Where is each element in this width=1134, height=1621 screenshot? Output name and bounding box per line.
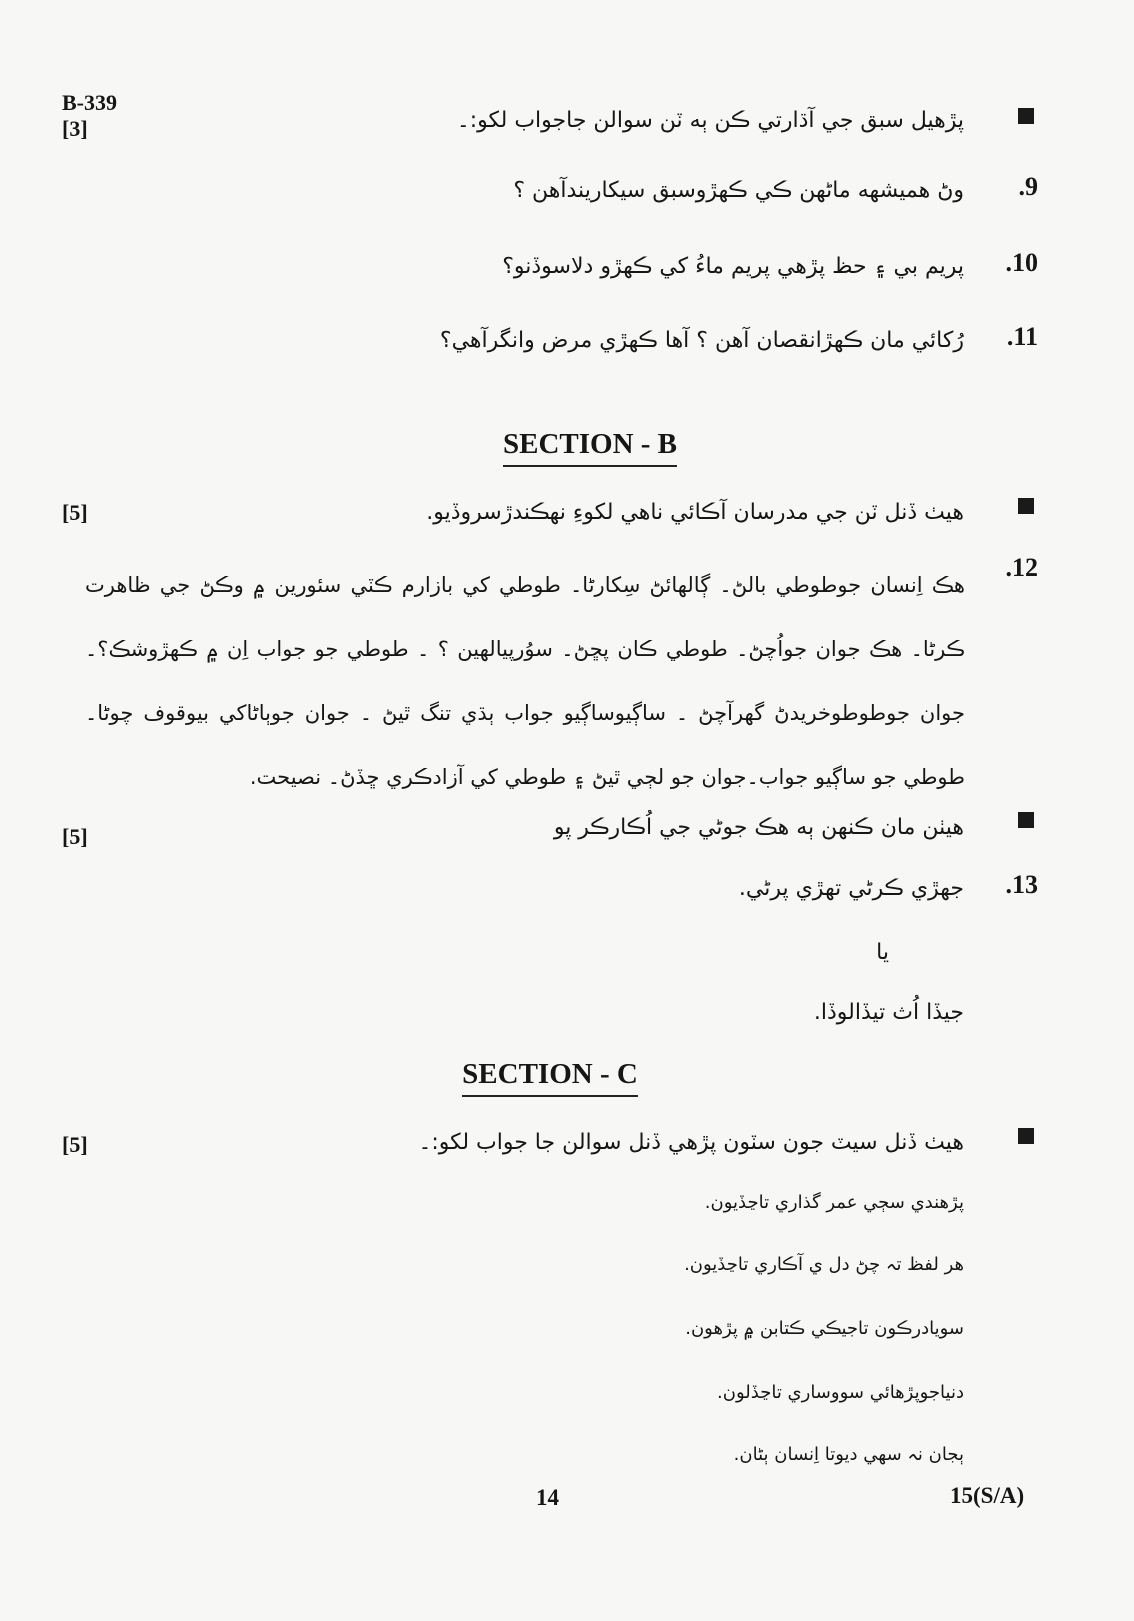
section-b-heading: [0, 428, 1134, 467]
section-b-instruction: هيٺ ڏنل ٽن جي مدرسان آڪائي ناهي لکوءِ نهڪندڙسروڏيو.: [426, 500, 964, 525]
paper-code-label: B-339: [62, 90, 117, 115]
q13-or: يا: [876, 940, 889, 965]
q13-marks: [5]: [62, 824, 88, 849]
question-number-12: .12: [1005, 553, 1038, 582]
section-c-title: SECTION - C: [462, 1058, 638, 1097]
question-10-text: پريم بي ۽ حظ پڙهي پريم ماءُ کي ڪهڙو دلاسوڏنو؟: [502, 254, 964, 279]
page-number: 14: [536, 1485, 559, 1510]
question-12-text: هڪ اِنسان جوطوطي بالڻ۔ ڳالهائڻ سِکارڻا۔ طوطي کي بازارم ڪٽي سئورين ۾ وڪڻ جي ظاهرت ڪرڻا۔ هڪ جوان جواُچڻ۔ طوطي ڪان پڇڻ۔ سوُرپيالهين ؟ ۔ طوطي جو جواب اِن ۾ ڪهڙوشڪ؟۔ جوان جوطوطوخريدڻ گهرآچڻ ۔ ساڳيوساڳيو جواب ٻڌي تنگ ٿيڻ ۔ جوان جوٻاڻاکي بيوقوف چوڻا۔ طوطي جو ساڳيو جواب۔جوان جو لڄي ٿيڻ ۽ طوطي کي آزادڪري ڇڏڻ۔ نصيحت.: [85, 573, 965, 789]
section-c-heading: [0, 1058, 1100, 1097]
paper-code: [62, 90, 117, 142]
bullet-square-icon: [1018, 108, 1034, 124]
poem-line-5: ٻجان نہ سهي ديوتا اِنسان ٻڻان.: [733, 1444, 964, 1465]
section-c-instruction: هيٺ ڏنل سيٽ جون سٽون پڙهي ڏنل سوالن جا جواب لکو:۔: [418, 1130, 964, 1155]
question-number-9: .9: [1018, 172, 1038, 201]
question-11-text: رُکائي مان ڪهڙانقصان آهن ؟ آها ڪهڙي مرض وانگرآهي؟: [439, 328, 964, 353]
bullet-square-icon: [1018, 812, 1034, 828]
poem-line-4: دنياجوپڙهائي سووساري تاڃڏلون.: [717, 1382, 964, 1403]
footer-code: 15(S/A): [950, 1483, 1025, 1508]
section-b-marks: [5]: [62, 500, 88, 525]
question-9-text: وڻ هميشهه ماڻهن ڪي ڪهڙوسبق سيکاريندآهن ؟: [513, 178, 964, 203]
question-number-10: .10: [1005, 248, 1038, 277]
q13-option-1: جهڙي ڪرڻي تهڙي پرڻي.: [738, 876, 964, 901]
question-number-11: .11: [1006, 322, 1038, 351]
q13-option-2: جيڏا اُث تيڏالوڏا.: [813, 1000, 964, 1025]
bullet-square-icon: [1018, 1128, 1034, 1144]
q13-instruction: هيٺن مان ڪنهن ٻه هڪ جوڻي جي اُڪارڪر پو: [553, 815, 964, 840]
poem-line-3: سويادرڪون تاجيڪي ڪتابن ۾ پڙهون.: [685, 1318, 964, 1339]
section-b-title: SECTION - B: [503, 428, 677, 467]
question-number-13: .13: [1005, 870, 1038, 899]
poem-line-1: پڙهندي سڄي عمر گذاري تاڃڏيون.: [704, 1192, 964, 1213]
section-c-marks: [5]: [62, 1132, 88, 1157]
section-a-marks: [3]: [62, 116, 88, 141]
poem-line-2: هر لفظ تہ چڻ دل ي آڪاري تاڃڏيون.: [684, 1254, 964, 1275]
section-a-instruction: پڙهيل سبق جي آڌارتي ڪن ٻه ٽن سوالن جاجواب لکو:۔: [456, 108, 964, 133]
bullet-square-icon: [1018, 498, 1034, 514]
